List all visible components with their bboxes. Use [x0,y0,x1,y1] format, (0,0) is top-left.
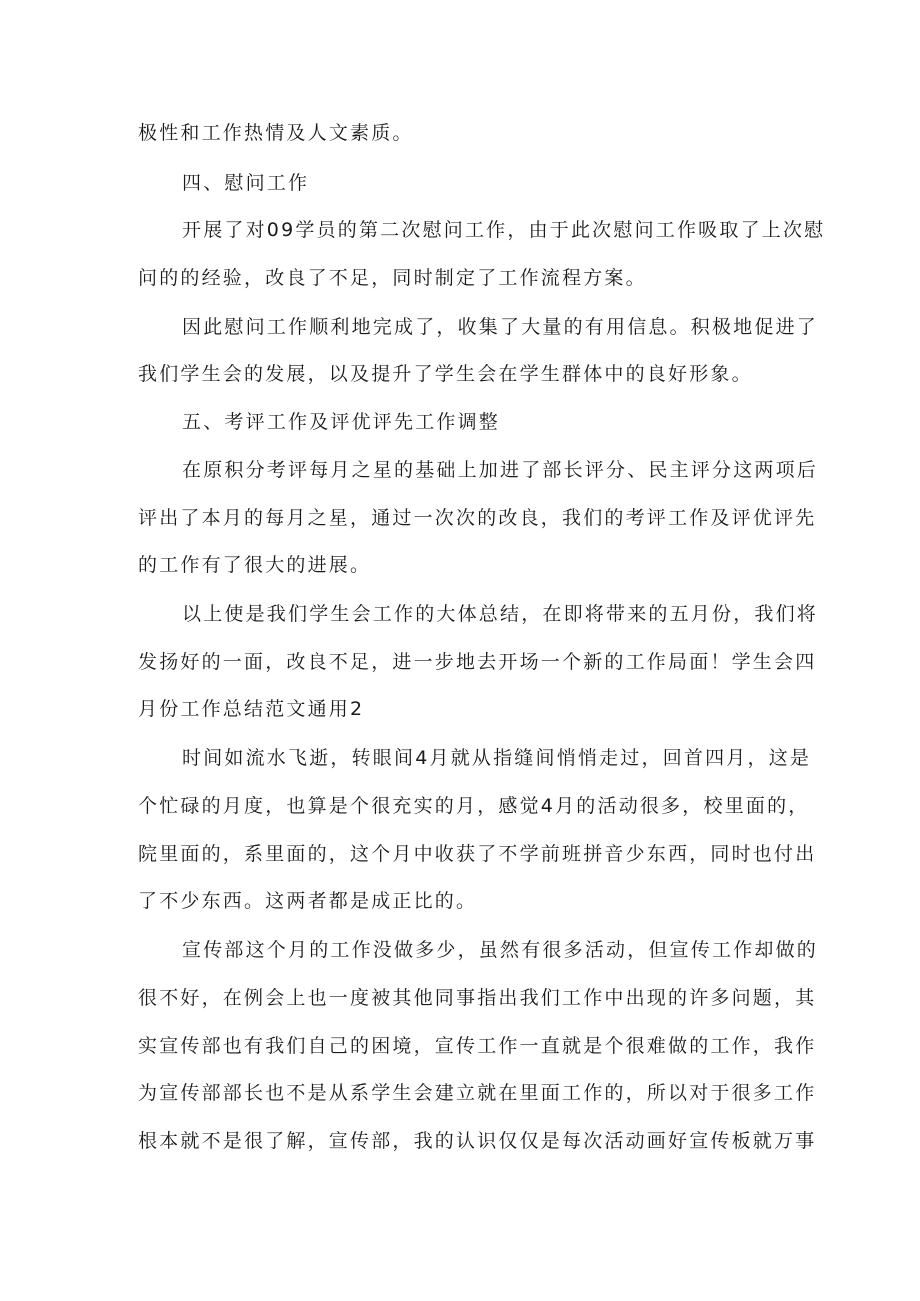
section-heading: 四、慰问工作 [182,172,310,194]
section-heading: 五、考评工作及评优评先工作调整 [182,411,501,433]
text-line: 实宣传部也有我们自己的困境，宣传工作一直就是个很难做的工作，我作 [138,1035,817,1057]
text-line: 以上使是我们学生会工作的大体总结，在即将带来的五月份，我们将 [182,603,819,625]
text-line: 极性和工作热情及人文素质。 [138,122,414,144]
text-line: 个忙碌的月度，也算是个很充实的月，感觉4月的活动很多，校里面的， [138,795,810,817]
text-line: 很不好，在例会上也一度被其他同事指出我们工作中出现的许多问题，其 [138,987,817,1009]
text-line: 在原积分考评每月之星的基础上加进了部长评分、民主评分这两项后 [182,459,819,481]
text-line: 宣传部这个月的工作没做多少，虽然有很多活动，但宣传工作却做的 [182,939,819,961]
text-line: 因此慰问工作顺利地完成了，收集了大量的有用信息。积极地促进了 [182,316,819,338]
text-line: 的工作有了很大的进展。 [138,554,372,576]
text-line: 月份工作总结范文通用2 [138,698,365,720]
text-line: 为宣传部部长也不是从系学生会建立就在里面工作的，所以对于很多工作 [138,1082,817,1104]
text-line: 开展了对09学员的第二次慰问工作，由于此次慰问工作吸取了上次慰 [182,219,826,241]
text-line: 问的的经验，改良了不足，同时制定了工作流程方案。 [138,267,647,289]
text-line: 评出了本月的每月之星，通过一次次的改良，我们的考评工作及评优评先 [138,507,817,529]
text-line: 时间如流水飞逝，转眼间4月就从指缝间悄悄走过，回首四月，这是 [182,747,812,769]
text-line: 根本就不是很了解，宣传部，我的认识仅仅是每次活动画好宣传板就万事 [138,1130,817,1152]
text-line: 发扬好的一面，改良不足，进一步地去开场一个新的工作局面！学生会四 [138,651,817,673]
text-line: 我们学生会的发展，以及提升了学生会在学生群体中的良好形象。 [138,363,753,385]
text-line: 院里面的，系里面的，这个月中收获了不学前班拼音少东西，同时也付出 [138,843,817,865]
text-line: 了不少东西。这两者都是成正比的。 [138,890,478,912]
